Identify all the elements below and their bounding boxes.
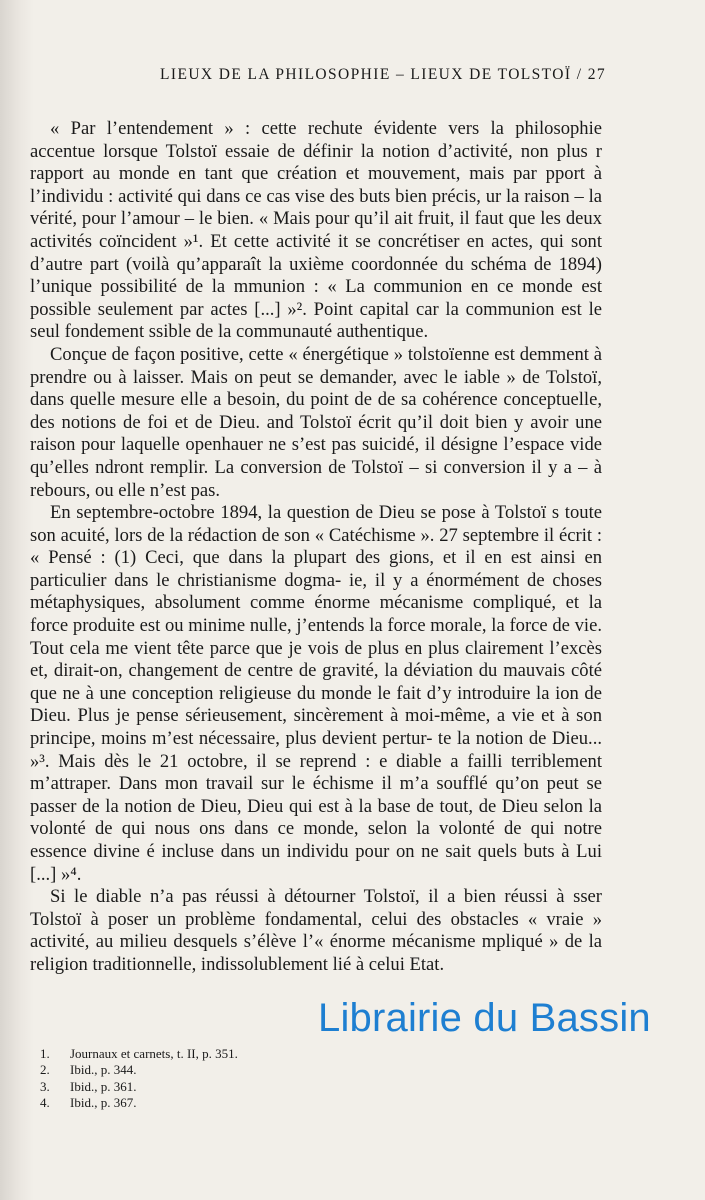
footnote	[40, 1095, 380, 1111]
page-gutter-shadow	[0, 0, 34, 1200]
footnote	[40, 1046, 380, 1062]
footnote-number: 3.	[40, 1078, 50, 1094]
footnote	[40, 1079, 380, 1095]
page-number: 27	[587, 66, 606, 83]
paragraph-2: Conçue de façon positive, cette « énergétique » tolstoïenne est demment à prendre ou à laisser. Mais on peut se demander, avec le iable » de Tolstoï, dans quelle mesure elle a besoin, du point de de sa cohérence conceptuelle, des notions de foi et de Dieu. and Tolstoï écrit qu’il doit bien y avoir une raison pour laquelle openhauer ne s’est pas suicidé, il désigne l’espace vide qu’elles ndront remplir. La conversion de Tolstoï – si conversion il y a – à rebours, ou elle n’est pas.	[30, 343, 602, 501]
footnote-number: 2.	[40, 1062, 50, 1078]
running-header: LIEUX DE LA PHILOSOPHIE – LIEUX DE TOLSTOÏ / 27	[160, 66, 606, 83]
footnote	[40, 1062, 380, 1078]
footnote-text: Journaux et carnets, t. II, p. 351.	[70, 1046, 238, 1061]
footnote-text: Ibid., p. 361.	[70, 1078, 137, 1094]
footnotes	[40, 1046, 380, 1112]
footnote-number: 4.	[40, 1095, 50, 1111]
running-head-title: LIEUX DE LA PHILOSOPHIE – LIEUX DE TOLSTOÏ	[160, 66, 572, 83]
paragraph-3: En septembre-octobre 1894, la question de Dieu se pose à Tolstoï s toute son acuité, lors de la rédaction de son « Catéchisme ». 27 septembre il écrit : « Pensé : (1) Ceci, que dans la plupart des gions, et il en est ainsi en particulier dans le christianisme dogma- ie, il y a énormément de choses métaphysiques, absolument comme énorme mécanisme compliqué, et la force produite est ou minime nulle, j’entends la force morale, la force de vie. Tout cela me vient tête parce que je vois de plus en plus clairement l’excès et, dirait-on, changement de centre de gravité, la déviation du mauvais côté que ne à une conception religieuse du monde le fait d’y introduire la ion de Dieu. Plus je pense sérieusement, sincèrement à moi-même, a vie et à son principe, moins m’est nécessaire, plus devient pertur- te la notion de Dieu... »³. Mais dès le 21 octobre, il se reprend : e diable a failli terriblement m’attraper. Dans mon travail sur le échisme il m’a soufflé qu’on peut se passer de la notion de Dieu, Dieu qui est à la base de tout, de Dieu selon la volonté de qui nous ons dans ce monde, selon la volonté de qui notre essence divine é incluse dans un individu pour on ne sait quels buts à Lui [...] »⁴.	[30, 502, 602, 885]
watermark-text: Librairie du Bassin	[318, 996, 651, 1040]
footnote-number: 1.	[40, 1046, 50, 1061]
paragraph-1: « Par l’entendement » : cette rechute évidente vers la philosophie accentue lorsque Tolstoï essaie de définir la notion d’activité, non plus r rapport au monde en tant que création et mouvement, mais par pport à l’individu : activité qui dans ce cas vise des buts bien précis, ur la raison – la vérité, pour l’amour – le bien. « Mais pour qu’il ait fruit, il faut que les deux activités coïncident »¹. Et cette activité it se concrétiser en actes, qui sont d’autre part (voilà qu’apparaît la uxième coordonnée du schéma de 1894) l’unique possibilité de la mmunion : « La communion en ce monde est possible seulement par actes [...] »². Point capital car la communion est le seul fondement ssible de la communauté authentique.	[30, 118, 602, 343]
paragraph-4: Si le diable n’a pas réussi à détourner Tolstoï, il a bien réussi à sser Tolstoï à poser un problème fondamental, celui des obstacles « vraie » activité, au milieu desquels s’élève l’« énorme mécanisme mpliqué » de la religion traditionnelle, indissolublement lié à celui Etat.	[30, 886, 602, 975]
body-text	[30, 118, 602, 977]
footnote-text: Ibid., p. 344.	[70, 1062, 137, 1078]
footnote-text: Ibid., p. 367.	[70, 1095, 137, 1111]
